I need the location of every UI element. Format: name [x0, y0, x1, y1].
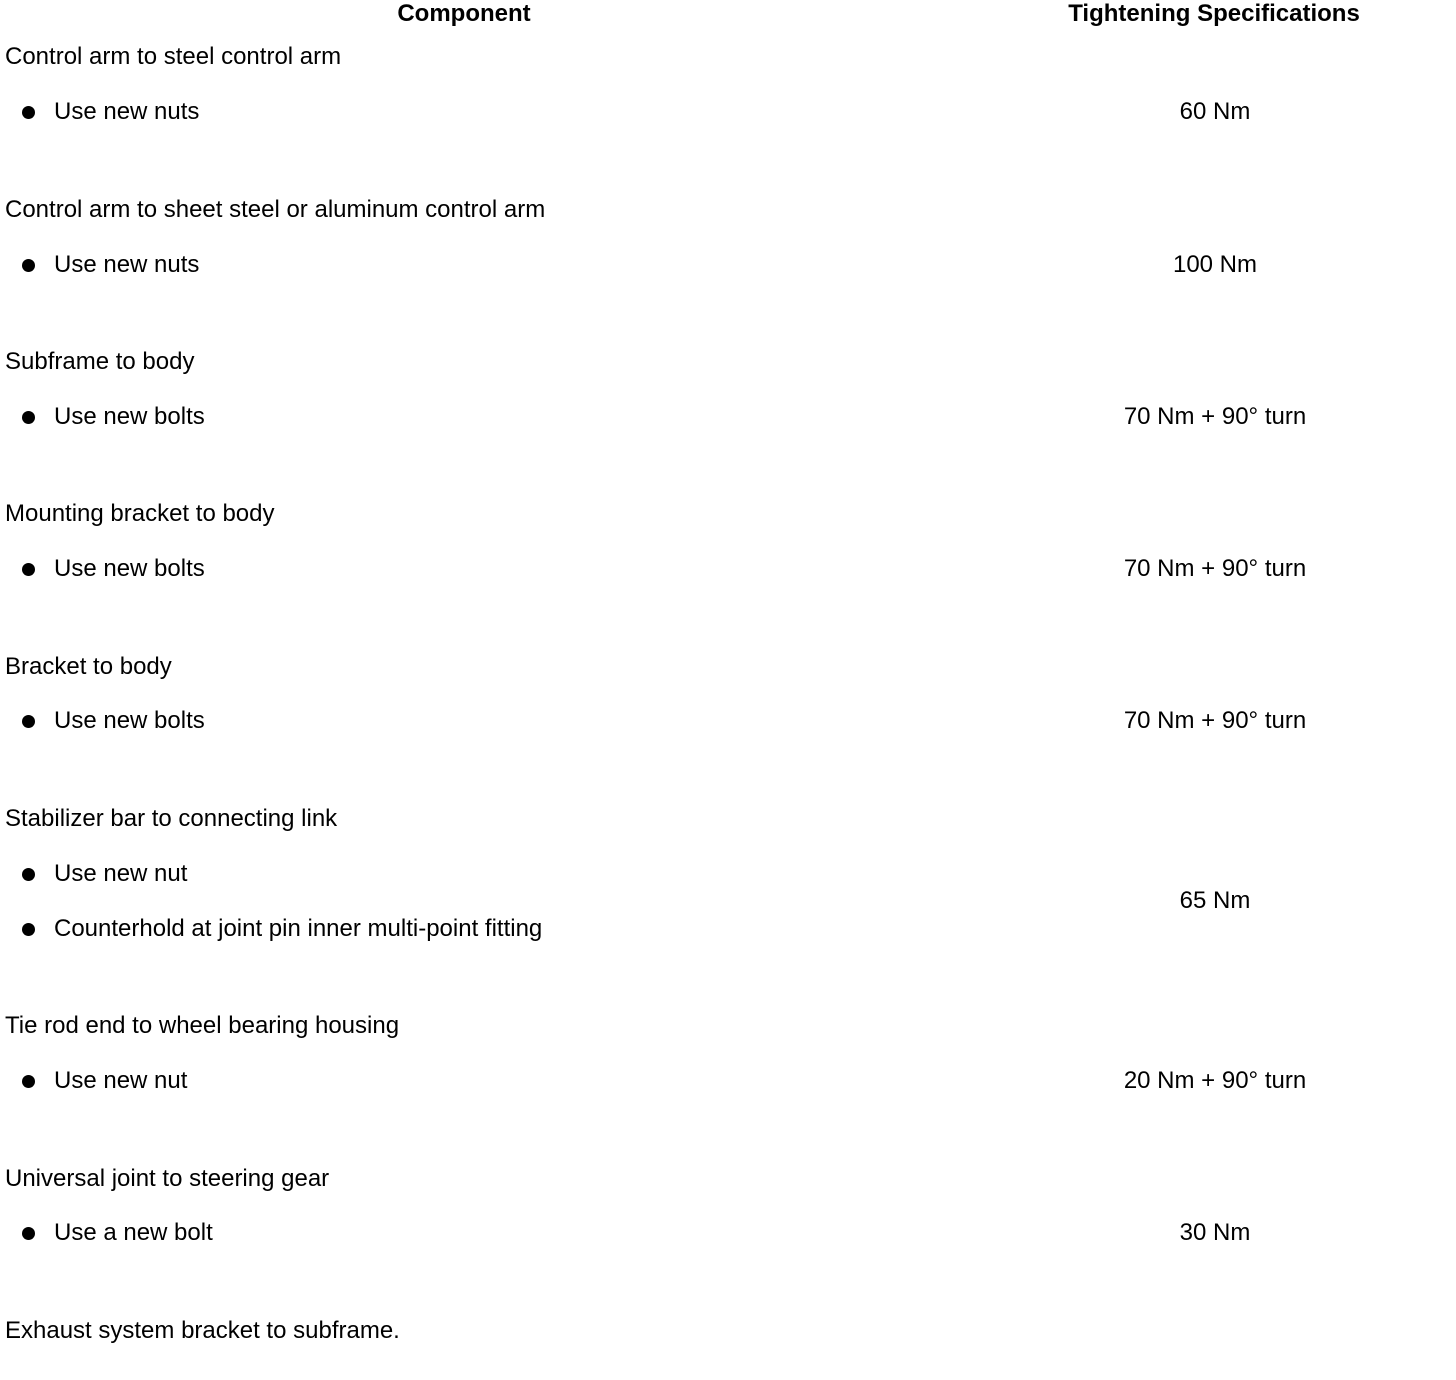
note-item [22, 251, 199, 279]
bullet-icon [22, 923, 35, 936]
bullet-icon [22, 259, 35, 272]
torque-value: 70 Nm + 90° turn [1123, 555, 1307, 582]
column-header-component: Component [397, 0, 531, 27]
component-title: Tie rod end to wheel bearing housing [5, 1012, 400, 1039]
component-title: Control arm to steel control arm [5, 43, 342, 70]
note-text: Use new nut [54, 1067, 188, 1094]
torque-value: 65 Nm [1179, 887, 1251, 914]
note-item [22, 707, 205, 735]
note-text: Use new bolts [54, 707, 205, 734]
bullet-icon [22, 411, 35, 424]
note-item [22, 915, 542, 943]
bullet-icon [22, 563, 35, 576]
note-text: Use a new bolt [54, 1219, 213, 1246]
note-text: Use new nut [54, 860, 188, 887]
bullet-icon [22, 1227, 35, 1240]
component-title: Exhaust system bracket to subframe. [5, 1317, 400, 1344]
note-item [22, 555, 205, 583]
component-title: Stabilizer bar to connecting link [5, 805, 338, 832]
note-text: Use new nuts [54, 98, 200, 125]
torque-value: 100 Nm [1172, 251, 1258, 278]
component-title: Mounting bracket to body [5, 500, 275, 527]
torque-value: 20 Nm + 90° turn [1123, 1067, 1307, 1094]
component-title: Control arm to sheet steel or aluminum control arm [5, 196, 546, 223]
component-title: Subframe to body [5, 348, 195, 375]
bullet-icon [22, 106, 35, 119]
torque-value: 60 Nm [1179, 98, 1251, 125]
torque-value: 30 Nm [1179, 1219, 1251, 1246]
note-text: Counterhold at joint pin inner multi-point fitting [54, 915, 543, 942]
bullet-icon [22, 1075, 35, 1088]
torque-value: 70 Nm + 90° turn [1123, 707, 1307, 734]
note-item [22, 1219, 213, 1247]
note-text: Use new nuts [54, 251, 200, 278]
note-text: Use new bolts [54, 403, 205, 430]
bullet-icon [22, 715, 35, 728]
component-title: Universal joint to steering gear [5, 1165, 330, 1192]
column-header-tightening-specifications: Tightening Specifications [1068, 0, 1360, 27]
note-item [22, 1067, 187, 1095]
note-item [22, 98, 199, 126]
note-item [22, 860, 187, 888]
note-item [22, 403, 205, 431]
note-text: Use new bolts [54, 555, 205, 582]
torque-value: 70 Nm + 90° turn [1123, 403, 1307, 430]
bullet-icon [22, 868, 35, 881]
component-title: Bracket to body [5, 653, 172, 680]
